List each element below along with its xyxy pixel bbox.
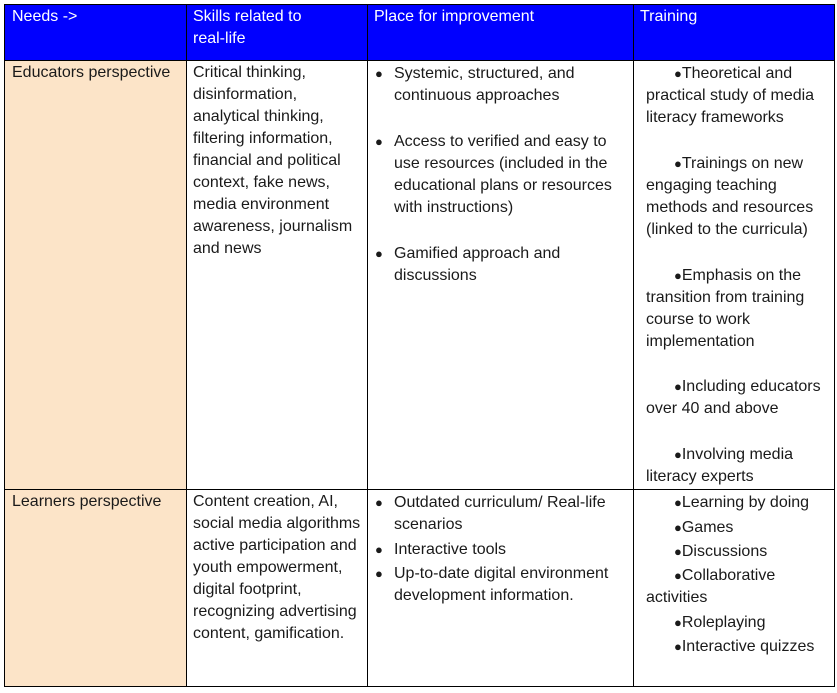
training-item: ●Emphasis on the transition from training course to work implementation: [646, 267, 805, 350]
bullet-icon: ●: [674, 66, 682, 81]
row-label-bg-educators: [5, 61, 186, 489]
row-label-learners: Learners perspective: [12, 493, 162, 510]
header-training: Training: [640, 8, 698, 25]
bullet-icon: ●: [674, 520, 682, 535]
header-skills: Skills related to real-life: [193, 8, 302, 47]
bullet-icon: ●: [674, 568, 682, 583]
bullet-icon: ●: [375, 495, 383, 510]
bullet-icon: ●: [375, 134, 383, 149]
bullet-icon: ●: [375, 542, 383, 557]
row-divider: [5, 489, 834, 490]
training-item: ●Learning by doing: [674, 494, 810, 511]
bullet-icon: ●: [375, 566, 383, 581]
training-item: ●Games: [674, 519, 734, 536]
col-divider: [186, 5, 187, 686]
bullet-icon: ●: [375, 246, 383, 261]
bullet-icon: ●: [674, 544, 682, 559]
training-item: ●Including educators over 40 and above: [646, 378, 821, 417]
training-item: ●Roleplaying: [674, 614, 766, 631]
row-label-educators: Educators perspective: [12, 64, 171, 81]
bullet-icon: ●: [674, 639, 682, 654]
bullet-icon: ●: [674, 495, 682, 510]
needs-table: Needs -> Skills related to real-life Place for improvement Training Educators perspective Critical thinking, disinformation, analytical thinking, filtering information, financial and political context, fake news, media environment awareness, journalism and news ● Systemic, structured, and continuous approaches ● Access to verified and easy to use resources (included in the educational plans or resources with instructions) ● Gamified approach and discussions ●Theoretical and practical study of media literacy frameworks ●Trainings on new engaging teaching methods and resources (linked to the curricula) ●Emphasis on the transition from training course to work implementation ●Including educators over 40 and above ●Involving media literacy experts Learners perspective Content creation, AI, social media algorithms active participation and youth empowerment, digital footprint, recognizing advertising content, gamification. ● Outdated curriculum/ Real-life scenarios ● Interactive tools ● Up-to-date digital environment development information. ●Learning by doing ●Games ●Discussions ●Collaborative activities ●Roleplaying ●Interactive quizzes: [4, 4, 835, 687]
row-divider: [5, 60, 834, 61]
training-item: ●Collaborative activities: [646, 567, 776, 606]
bullet-icon: ●: [674, 615, 682, 630]
row-label-bg-learners: [5, 490, 186, 686]
training-item: ●Involving media literacy experts: [646, 446, 794, 485]
training-item: ●Interactive quizzes: [674, 638, 815, 655]
bullet-icon: ●: [674, 156, 682, 171]
skills-educators: Critical thinking, disinformation, analytical thinking, filtering information, financial and political context, fake news, media environment awareness, journalism and news: [193, 64, 353, 257]
bullet-icon: ●: [674, 447, 682, 462]
bullet-icon: ●: [674, 268, 682, 283]
bullet-icon: ●: [375, 66, 383, 81]
header-needs: Needs ->: [12, 8, 78, 25]
header-improvement: Place for improvement: [374, 8, 535, 25]
skills-learners: Content creation, AI, social media algorithms active participation and youth empowerment, digital footprint, recognizing advertising content, gamification.: [193, 493, 361, 642]
training-item: ●Discussions: [674, 543, 768, 560]
training-item: ●Trainings on new engaging teaching methods and resources (linked to the curricula): [646, 155, 814, 238]
training-item: ●Theoretical and practical study of media literacy frameworks: [646, 65, 815, 126]
col-divider: [367, 5, 368, 686]
col-divider: [633, 5, 634, 686]
bullet-icon: ●: [674, 379, 682, 394]
